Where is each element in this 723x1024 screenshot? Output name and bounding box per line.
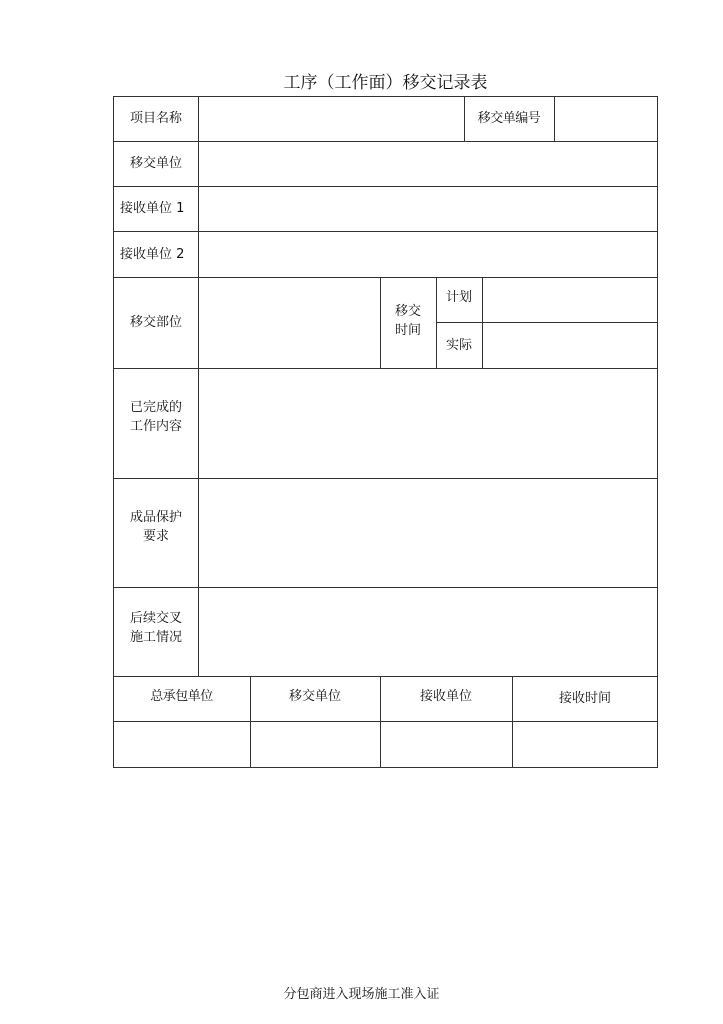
handover-unit-field[interactable] — [199, 141, 658, 186]
next-section-heading: 分包商进入现场施工准入证 — [283, 987, 440, 1002]
handover-unit-signature-field[interactable] — [250, 721, 380, 768]
actual-time-field[interactable] — [483, 322, 658, 368]
receiving-unit-1-label: 接收单位 1 — [120, 201, 185, 216]
follow-up-cross-label: 后续交叉 施工情况 — [129, 610, 182, 645]
receiving-unit-signature-field[interactable] — [380, 721, 512, 768]
follow-up-cross-field[interactable] — [199, 587, 658, 676]
handover-part-label: 移交部位 — [129, 315, 182, 330]
receiving-unit-2-label: 接收单位 2 — [120, 246, 185, 262]
actual-label: 实际 — [445, 337, 472, 353]
form-title: 工序（工作面）移交记录表 — [283, 73, 488, 93]
receiving-unit-header: 接收单位 — [419, 689, 472, 704]
completed-work-label: 已完成的 工作内容 — [129, 400, 182, 434]
product-protection-label: 成品保护 要求 — [129, 509, 182, 544]
handover-time-label: 移交 时间 — [394, 303, 421, 338]
project-name-label: 项目名称 — [129, 111, 182, 126]
product-protection-field[interactable] — [199, 478, 658, 587]
receiving-time-field[interactable] — [512, 721, 658, 768]
planned-label: 计划 — [445, 290, 472, 305]
receiving-unit-1-field[interactable] — [199, 186, 658, 231]
receiving-unit-2-field[interactable] — [199, 231, 658, 277]
handover-no-label: 移交单编号 — [477, 111, 541, 126]
handover-unit-label: 移交单位 — [129, 156, 182, 171]
general-contractor-signature-field[interactable] — [113, 721, 250, 768]
completed-work-field[interactable] — [199, 368, 658, 478]
project-name-field[interactable] — [199, 96, 464, 141]
handover-part-field[interactable] — [199, 277, 380, 368]
planned-time-field[interactable] — [483, 277, 658, 322]
receiving-time-header: 接收时间 — [558, 691, 611, 706]
handover-no-field[interactable] — [555, 96, 658, 141]
general-contractor-header: 总承包单位 — [150, 689, 213, 704]
handover-unit-header: 移交单位 — [288, 689, 341, 704]
